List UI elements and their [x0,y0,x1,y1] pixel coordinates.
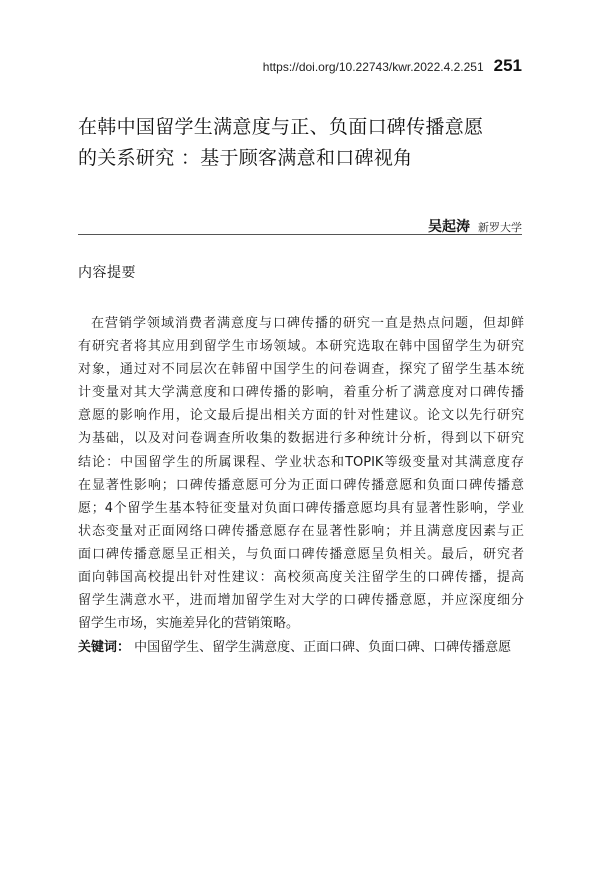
abstract-line: 在营销学领域消费者满意度与口碑传播的研究一直是热点问题，但却鲜 [91,316,524,331]
abstract-line: 留学生满意水平，进而增加留学生对大学的口碑传播意愿，并应深度细分 [78,593,524,609]
page-number: 251 [493,56,522,75]
abstract-body [78,312,524,635]
abstract-line: 面口碑传播意愿呈正相关，与负面口碑传播意愿呈负相关。最后，研究者 [78,546,524,562]
abstract-line: 计变量对其大学满意度和口碑传播的影响，着重分析了满意度对口碑传播 [78,385,524,401]
keywords-text: 中国留学生、留学生满意度、正面口碑、负面口碑、口碑传播意愿 [134,640,512,655]
keywords [78,638,524,658]
abstract-line: 在显著性影响；口碑传播意愿可分为正面口碑传播意愿和负面口碑传播意 [78,477,524,493]
abstract-line: 愿；4个留学生基本特征变量对负面口碑传播意愿均具有显著性影响，学业 [78,500,524,516]
author-block [428,216,522,236]
abstract-line: 为基础，以及对问卷调查所收集的数据进行多种统计分析，得到以下研究 [78,431,524,447]
abstract-line: 面向韩国高校提出针对性建议：高校须高度关注留学生的口碑传播，提高 [78,570,524,586]
abstract-line: 结论：中国留学生的所属课程、学业状态和TOPIK等级变量对其满意度存 [78,454,524,470]
abstract-line: 有研究者将其应用到留学生市场领域。本研究选取在韩中国留学生为研究 [78,339,524,355]
running-head [263,56,522,76]
abstract-line: 对象，通过对不同层次在韩留中国学生的问卷调查，探究了留学生基本统 [78,362,524,378]
abstract-line: 意愿的影响作用，论文最后提出相关方面的针对性建议。论文以先行研究 [78,408,524,424]
author-affiliation: 新罗大学 [478,221,522,234]
abstract-heading: 内容提要 [78,265,136,281]
paper-title [78,112,528,174]
title-line: 在韩中国留学生满意度与正、负面口碑传播意愿 [78,116,484,138]
author-divider [78,234,522,235]
abstract-line: 状态变量对正面网络口碑传播意愿存在显著性影响；并且满意度因素与正 [78,523,524,539]
author-name: 吴起涛 [428,219,470,235]
abstract-line: 留学生市场，实施差异化的营销策略。 [78,616,300,632]
doi-link[interactable]: https://doi.org/10.22743/kwr.2022.4.2.251 [262,60,484,74]
title-line: 的关系研究 ：基于顾客满意和口碑视角 [78,147,413,169]
keywords-label: 关键词： [78,640,131,655]
